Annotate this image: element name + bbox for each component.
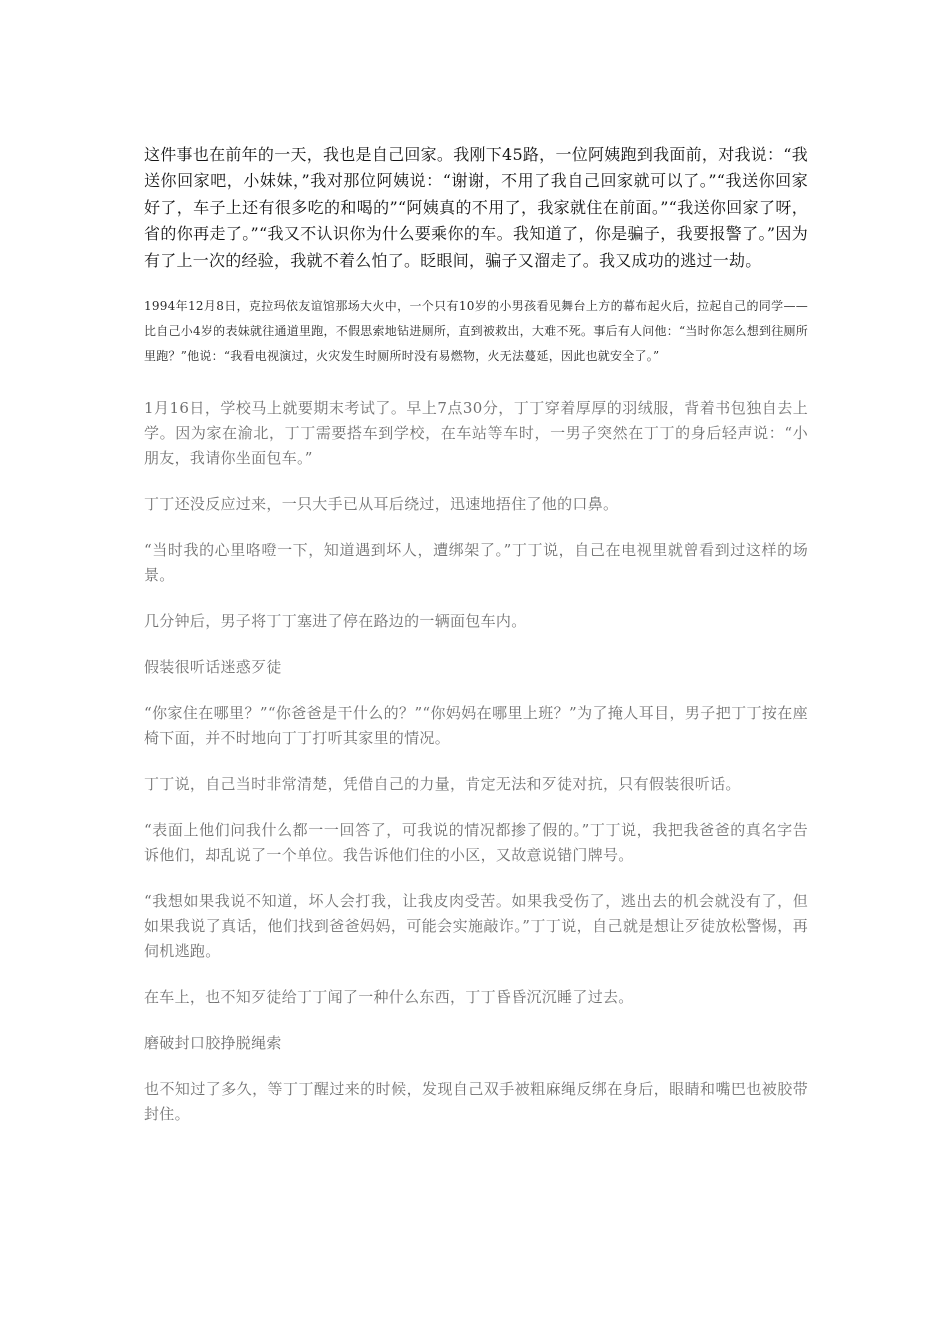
paragraph-fell-asleep: 在车上，也不知歹徒给丁丁闻了一种什么东西，丁丁昏昏沉沉睡了过去。 bbox=[144, 987, 634, 1006]
paragraph-false-answers: “表面上他们问我什么都一一回答了，可我说的情况都掺了假的。”丁丁说，我把我爸爸的真名字告诉他们，却乱说了一个单位。我告诉他们住的小区，又故意说错门牌号。 bbox=[144, 820, 808, 864]
paragraph-questions-asked: “你家住在哪里？”“你爸爸是干什么的？”“你妈妈在哪里上班？”为了掩人耳目，男子把丁丁按在座椅下面，并不时地向丁丁打听其家里的情况。 bbox=[144, 703, 808, 747]
paragraph-heart-skipped: “当时我的心里咯噔一下，知道遇到坏人，遭绑架了。”丁丁说，自己在电视里就曾看到过这样的场景。 bbox=[144, 540, 808, 584]
paragraph-bus-45-story: 这件事也在前年的一天，我也是自己回家。我刚下45路，一位阿姨跑到我面前，对我说：“我送你回家吧，小妹妹，”我对那位阿姨说：“谢谢，不用了我自己回家就可以了。”“我送你回家好了，车子上还有很多吃的和喝的”“阿姨真的不用了，我家就住在前面。”“我送你回家了呀，省的你再走了。”“我又不认识你为什么要乘你的车。我知道了，你是骗子，我要报警了。”因为有了上一次的经验，我就不着么怕了。眨眼间，骗子又溜走了。我又成功的逃过一劫。 bbox=[144, 145, 808, 270]
paragraph-january-16: 1月16日，学校马上就要期末考试了。早上7点30分，丁丁穿着厚厚的羽绒服，背着书包独自去上学。因为家在渝北，丁丁需要搭车到学校，在车站等车时，一男子突然在丁丁的身后轻声说：“小朋友，我请你坐面包车。” bbox=[144, 398, 808, 467]
document-body bbox=[144, 142, 808, 1127]
paragraph-hand-covers-mouth: 丁丁还没反应过来，一只大手已从耳后绕过，迅速地捂住了他的口鼻。 bbox=[144, 494, 619, 513]
section-heading-escape-ropes: 磨破封口胶挣脱绳索 bbox=[144, 1033, 282, 1052]
paragraph-reasoning: “我想如果我说不知道，坏人会打我，让我皮肉受苦。如果我受伤了，逃出去的机会就没有了，但如果我说了真话，他们找到爸爸妈妈，可能会实施敲诈。”丁丁说，自己就是想让歹徒放松警惕，再伺机逃跑。 bbox=[144, 891, 808, 960]
section-heading-pretend-obedient: 假装很听话迷惑歹徒 bbox=[144, 657, 282, 676]
paragraph-pretend-obedient: 丁丁说，自己当时非常清楚，凭借自己的力量，肯定无法和歹徒对抗，只有假装很听话。 bbox=[144, 774, 741, 793]
paragraph-karamay-fire: 1994年12月8日，克拉玛依友谊馆那场大火中，一个只有10岁的小男孩看见舞台上方的幕布起火后，拉起自己的同学——比自己小4岁的表妹就往通道里跑，不假思索地钻进厕所，直到被救出，大难不死。事后有人问他：“当时你怎么想到往厕所里跑？”他说：“我看电视演过，火灾发生时厕所时没有易燃物，火无法蔓延，因此也就安全了。” bbox=[144, 299, 808, 364]
paragraph-woke-up-bound: 也不知过了多久，等丁丁醒过来的时候，发现自己双手被粗麻绳反绑在身后，眼睛和嘴巴也被胶带封住。 bbox=[144, 1079, 808, 1123]
paragraph-pushed-into-van: 几分钟后，男子将丁丁塞进了停在路边的一辆面包车内。 bbox=[144, 611, 527, 630]
